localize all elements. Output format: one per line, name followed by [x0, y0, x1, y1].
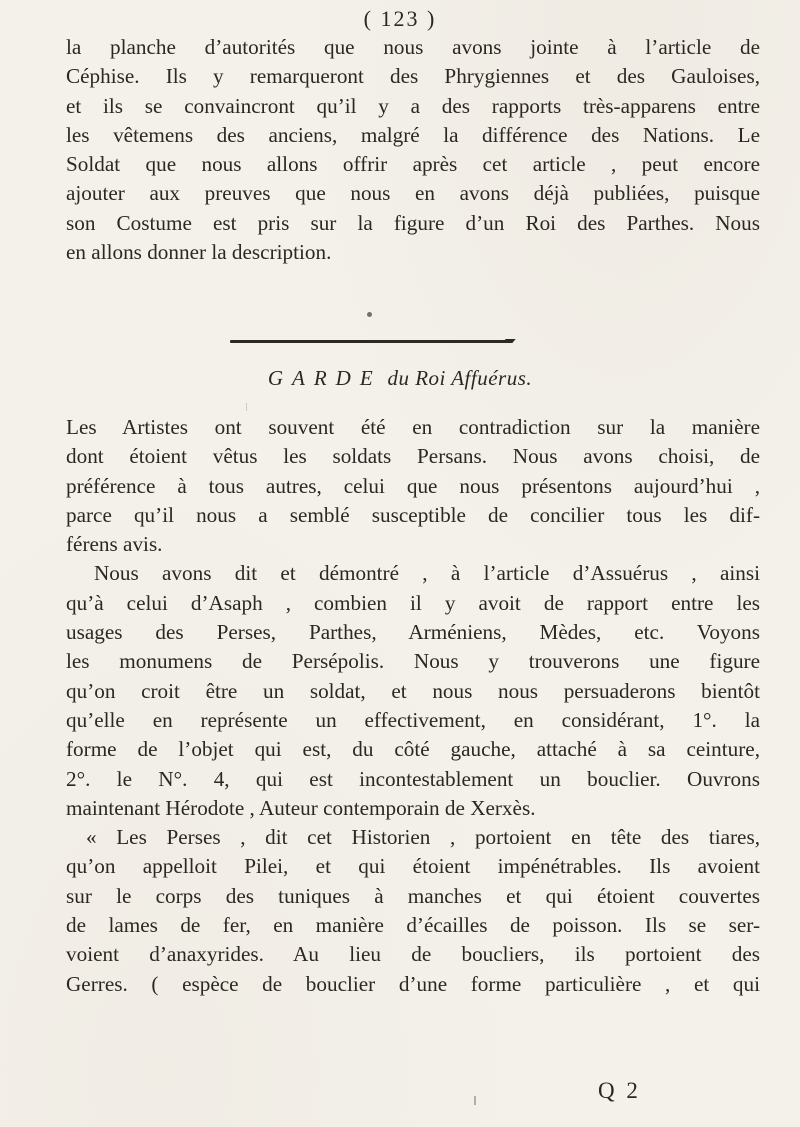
page-number: ( 123 ): [363, 6, 437, 31]
text-line: les monumens de Persépolis. Nous y trouverons une figure: [66, 649, 760, 674]
text-line: son Costume est pris sur la figure d’un Roi des Parthes. Nous: [66, 210, 760, 235]
text-line: parce qu’il nous a semblé susceptible de concilier tous les dif-: [66, 502, 760, 527]
ink-speck: [474, 1096, 476, 1105]
text-line: qu’on croit être un soldat, et nous nous persuaderons bientôt: [66, 678, 760, 703]
text-line: voient d’anaxyrides. Au lieu de boucliers, ils portoient des: [66, 942, 760, 967]
text-line: qu’on appelloit Pilei, et qui étoient impénétrables. Ils avoient: [66, 854, 760, 879]
text-line: Gerres. ( espèce de bouclier d’une forme particulière , et qui: [66, 971, 760, 996]
ink-dot: [367, 312, 372, 317]
text-line: 2°. le N°. 4, qui est incontestablement un bouclier. Ouvrons: [66, 766, 760, 791]
text-line: Céphise. Ils y remarqueront des Phrygiennes et des Gauloises,: [66, 64, 760, 89]
section-divider-rule: [230, 340, 506, 343]
text-line: usages des Perses, Parthes, Arméniens, Mèdes, etc. Voyons: [66, 620, 760, 645]
text-line: préférence à tous autres, celui que nous présentons aujourd’hui ,: [66, 473, 760, 498]
text-line: Soldat que nous allons offrir après cet article , peut encore: [66, 152, 760, 177]
text-line: Nous avons dit et démontré , à l’article d’Assuérus , ainsi: [94, 561, 760, 586]
text-line: qu’à celui d’Asaph , combien il y avoit de rapport entre les: [66, 590, 760, 615]
text-line: ajouter aux preuves que nous en avons déjà publiées, puisque: [66, 181, 760, 206]
section-heading: [0, 366, 800, 391]
text-line: maintenant Hérodote , Auteur contemporain de Xerxès.: [66, 795, 536, 820]
text-line: de lames de fer, en manière d’écailles de poisson. Ils se ser-: [66, 913, 760, 938]
text-line: Les Artistes ont souvent été en contradiction sur la manière: [66, 415, 760, 439]
ink-speck: [246, 403, 247, 411]
section-heading-caps: GARDE: [267, 366, 382, 390]
text-line: les vêtemens des anciens, malgré la différence des Nations. Le: [66, 122, 760, 147]
text-line: en allons donner la description.: [66, 240, 332, 265]
text-line: dont étoient vêtus les soldats Persans. Nous avons choisi, de: [66, 444, 760, 469]
text-line: sur le corps des tuniques à manches et qui étoient couvertes: [66, 883, 760, 908]
text-line: et ils se convaincront qu’il y a des rapports très-apparens entre: [66, 93, 760, 118]
paragraph-2: [66, 413, 760, 999]
text-line: « Les Perses , dit cet Historien , portoient en tête des tiares,: [86, 825, 760, 850]
text-line: forme de l’objet qui est, du côté gauche, attaché à sa ceinture,: [66, 737, 760, 762]
section-heading-rest: du Roi Affuérus.: [387, 366, 533, 390]
signature-mark: Q 2: [598, 1078, 641, 1103]
paragraph-1: [66, 33, 760, 267]
text-line: la planche d’autorités que nous avons jointe à l’article de: [66, 35, 760, 59]
text-line: qu’elle en représente un effectivement, en considérant, 1°. la: [66, 707, 760, 732]
text-line: férens avis.: [66, 532, 163, 557]
